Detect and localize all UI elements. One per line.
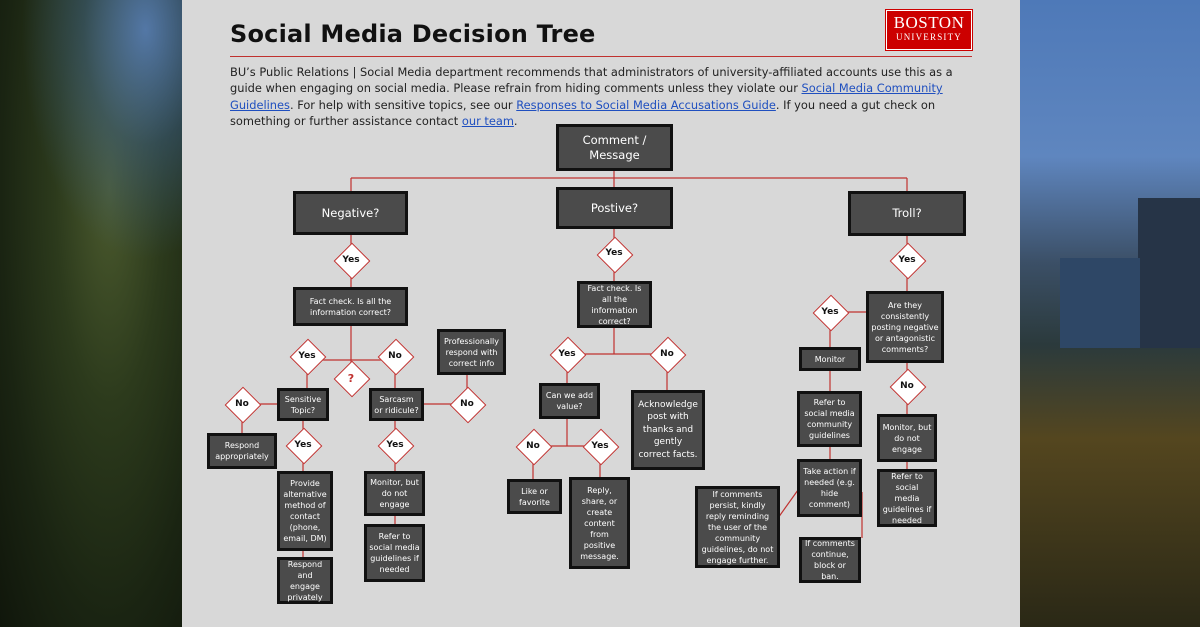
node-refer-community-guidelines: Refer to social media community guidelines (797, 391, 862, 447)
no-label: No (900, 381, 914, 391)
no-label: No (660, 349, 674, 359)
yes-label: Yes (821, 307, 839, 317)
node-sensitive-topic: Sensitive Topic? (277, 388, 329, 421)
node-comment-message: Comment / Message (556, 124, 673, 171)
intro-text: BU’s Public Relations | Social Media department recommends that administrators of university-affiliated accounts use this as a guide when engaging on social media. Please refrain from hiding comments unless they violate our (230, 65, 953, 96)
yes-label: Yes (342, 255, 360, 265)
background-building (1138, 198, 1200, 348)
background-photo-left (0, 0, 182, 627)
intro-text: . For help with sensitive topics, see our (289, 97, 517, 112)
node-like-favorite: Like or favorite (507, 479, 562, 514)
node-positive: Postive? (556, 187, 673, 229)
node-monitor: Monitor (799, 347, 861, 371)
accusations-guide-link[interactable]: Responses to Social Media Accusations Guide (516, 97, 776, 112)
node-block-ban: If comments continue, block or ban. (799, 537, 861, 583)
community-guidelines-link[interactable]: Social Media Community Guidelines (230, 81, 943, 112)
node-monitor-not-engage-troll: Monitor, but do not engage (877, 414, 937, 462)
yes-label: Yes (591, 441, 609, 451)
node-pos-fact-check: Fact check. Is all the information correct? (577, 281, 652, 328)
node-neg-fact-check: Fact check. Is all the information correct? (293, 287, 408, 326)
no-label: No (460, 399, 474, 409)
yes-label: Yes (605, 248, 623, 258)
intro-text: . (513, 113, 518, 128)
our-team-link[interactable]: our team (461, 113, 514, 128)
node-professionally-respond: Professionally respond with correct info (437, 329, 506, 375)
node-acknowledge: Acknowledge post with thanks and gently correct facts. (631, 390, 705, 470)
node-consistently-posting: Are they consistently posting negative or antagonistic comments? (866, 291, 944, 363)
node-sarcasm: Sarcasm or ridicule? (369, 388, 424, 421)
node-provide-contact: Provide alternative method of contact (phone, email, DM) (277, 471, 333, 551)
no-label: No (526, 441, 540, 451)
node-comments-persist: If comments persist, kindly reply reminding the user of the community guidelines, do not engage further. (695, 486, 780, 568)
node-respond-privately: Respond and engage privately (277, 557, 333, 604)
background-building (1060, 258, 1140, 348)
yes-label: Yes (298, 351, 316, 361)
node-take-action: Take action if needed (e.g. hide comment) (797, 459, 862, 517)
background-photo-right (1020, 0, 1200, 627)
page-title: Social Media Decision Tree (230, 20, 596, 48)
infographic-panel (182, 0, 1020, 627)
no-label: No (235, 399, 249, 409)
yes-label: Yes (294, 440, 312, 450)
logo-line-1: BOSTON (893, 13, 965, 32)
node-monitor-not-engage: Monitor, but do not engage (364, 471, 425, 516)
node-troll: Troll? (848, 191, 966, 236)
node-reply-share: Reply, share, or create content from positive message. (569, 477, 630, 569)
node-refer-guidelines-troll: Refer to social media guidelines if needed (877, 469, 937, 527)
intro-text: . If you need a gut check on something or further assistance contact (230, 97, 936, 128)
yes-label: Yes (386, 440, 404, 450)
yes-label: Yes (558, 349, 576, 359)
node-respond-appropriately: Respond appropriately (207, 433, 277, 469)
no-label: No (388, 351, 402, 361)
yes-label: Yes (898, 255, 916, 265)
node-negative: Negative? (293, 191, 408, 235)
logo-line-2: UNIVERSITY (896, 32, 962, 42)
node-add-value: Can we add value? (539, 383, 600, 419)
question-label: ? (347, 372, 355, 385)
node-refer-guidelines: Refer to social media guidelines if needed (364, 524, 425, 582)
